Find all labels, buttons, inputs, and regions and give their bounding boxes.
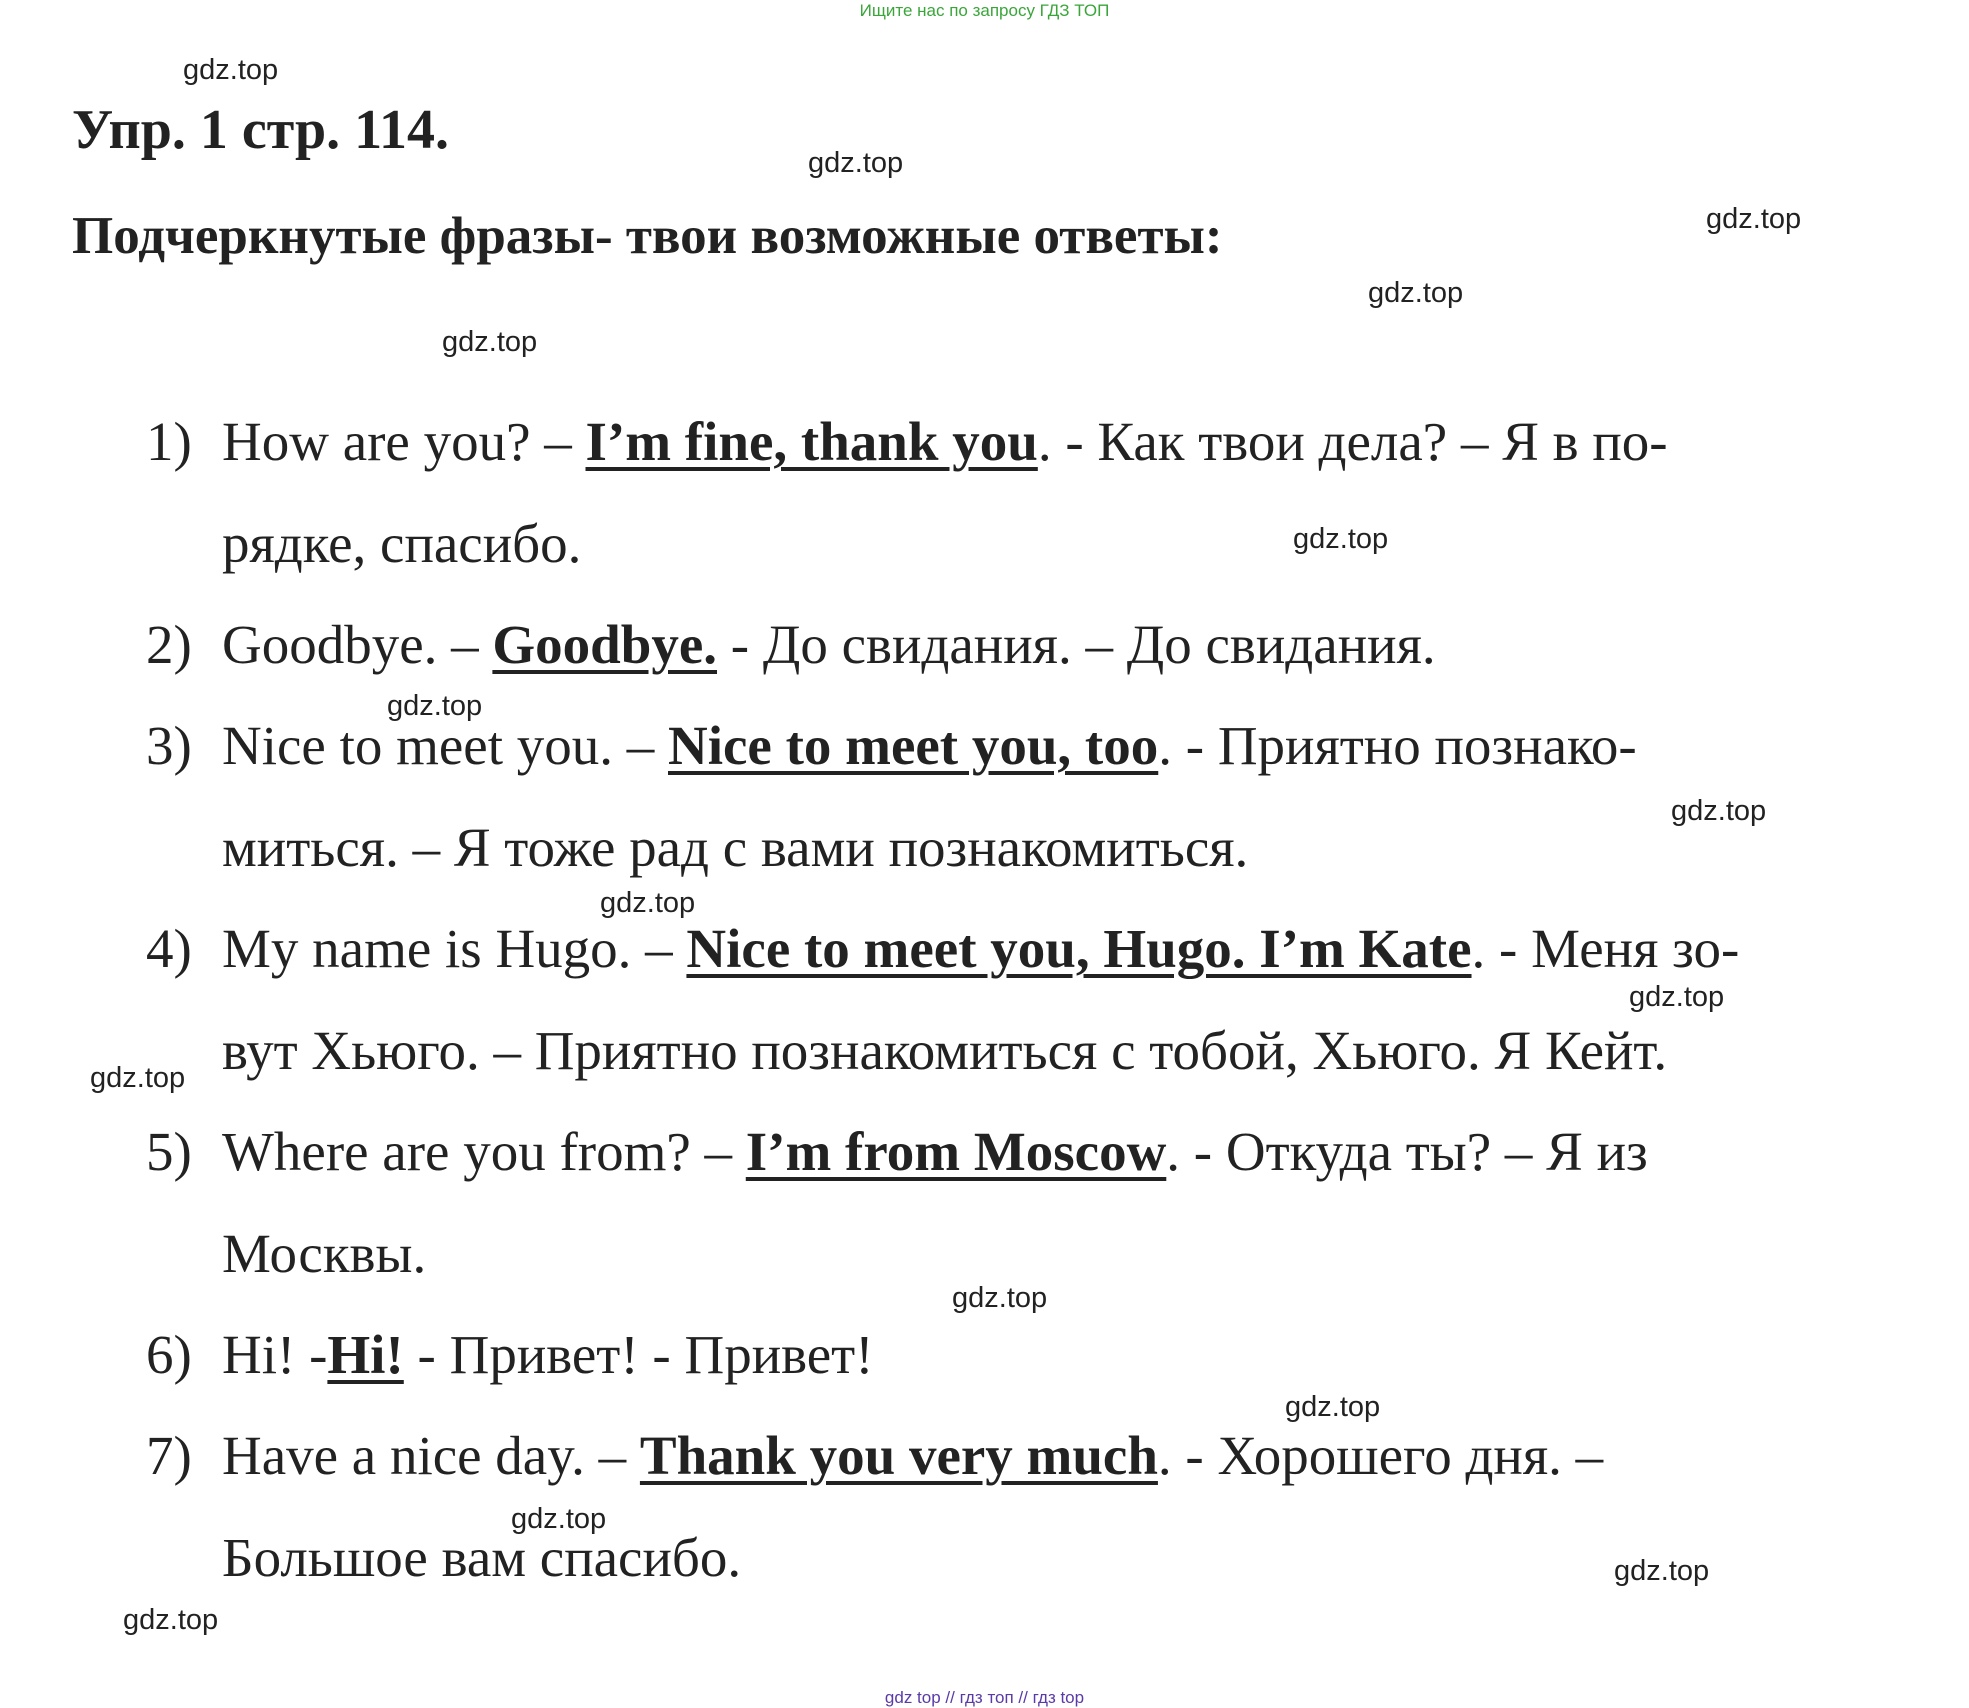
translation-text: . - Хорошего дня. – xyxy=(1157,1425,1604,1486)
translation-text: Москвы. xyxy=(222,1223,427,1284)
item-text xyxy=(222,1425,1604,1486)
item-number: 4) xyxy=(146,918,192,979)
translation-text: миться. – Я тоже рад с вами познакомиться. xyxy=(222,817,1249,878)
answer-text: Goodbye. xyxy=(492,614,718,675)
question-text: Hi! - xyxy=(222,1324,328,1385)
translation-text: . - Откуда ты? – Я из xyxy=(1166,1121,1648,1182)
watermark: gdz.top xyxy=(123,1604,219,1636)
item-text xyxy=(222,918,1740,979)
watermark: gdz.top xyxy=(183,54,279,86)
question-text: Goodbye. – xyxy=(222,614,493,675)
item-text xyxy=(222,614,1436,675)
answer-text: Thank you very much xyxy=(639,1425,1158,1486)
answer-text: Hi! xyxy=(327,1324,404,1385)
watermark: gdz.top xyxy=(511,1503,607,1535)
answer-text: I’m from Moscow xyxy=(745,1121,1167,1182)
item-number: 7) xyxy=(146,1425,192,1486)
question-text: Where are you from? – xyxy=(222,1121,746,1182)
translation-text: Большое вам спасибо. xyxy=(222,1527,742,1588)
exercise-title: Упр. 1 стр. 114. xyxy=(72,99,450,161)
question-text: My name is Hugo. – xyxy=(222,918,687,979)
answer-text: Nice to meet you, Hugo. I’m Kate xyxy=(686,918,1472,979)
translation-text: - Привет! - Привет! xyxy=(403,1324,874,1385)
watermark: gdz.top xyxy=(90,1062,186,1094)
translation-text: . - Меня зо- xyxy=(1471,918,1740,979)
watermark: gdz.top xyxy=(1614,1555,1710,1587)
item-number: 5) xyxy=(146,1121,192,1182)
translation-text: - До свидания. – До свидания. xyxy=(717,614,1436,675)
watermark: gdz.top xyxy=(1671,795,1767,827)
watermark: gdz.top xyxy=(387,690,483,722)
item-text xyxy=(222,1324,874,1385)
watermark: gdz.top xyxy=(1368,277,1464,309)
item-number: 2) xyxy=(146,614,192,675)
item-text xyxy=(222,411,1668,472)
translation-text: вут Хьюго. – Приятно познакомиться с тобой, Хьюго. Я Кейт. xyxy=(222,1020,1668,1081)
item-number: 1) xyxy=(146,411,192,472)
watermark: gdz.top xyxy=(442,326,538,358)
question-text: Nice to meet you. – xyxy=(222,715,668,776)
item-number: 6) xyxy=(146,1324,192,1385)
top-banner: Ищите нас по запросу ГДЗ ТОП xyxy=(859,1,1110,20)
watermark: gdz.top xyxy=(1285,1391,1381,1423)
question-text: Have a nice day. – xyxy=(222,1425,640,1486)
watermark: gdz.top xyxy=(600,887,696,919)
instructions-subtitle: Подчеркнутые фразы- твои возможные ответы: xyxy=(72,207,1223,265)
watermark: gdz.top xyxy=(1706,203,1802,235)
answer-text: Nice to meet you, too xyxy=(668,715,1159,776)
watermark: gdz.top xyxy=(1629,981,1725,1013)
watermark: gdz.top xyxy=(808,147,904,179)
watermark: gdz.top xyxy=(952,1282,1048,1314)
item-text xyxy=(222,1121,1648,1182)
watermark: gdz.top xyxy=(1293,523,1389,555)
item-number: 3) xyxy=(146,715,192,776)
translation-text: рядке, спасибо. xyxy=(222,513,582,574)
answer-text: I’m fine, thank you xyxy=(585,411,1038,472)
translation-text: . - Как твои дела? – Я в по- xyxy=(1037,411,1668,472)
footer-links: gdz top // гдз топ // гдз top xyxy=(884,1688,1085,1707)
item-text xyxy=(222,715,1637,776)
translation-text: . - Приятно познако- xyxy=(1158,715,1637,776)
question-text: How are you? – xyxy=(222,411,586,472)
